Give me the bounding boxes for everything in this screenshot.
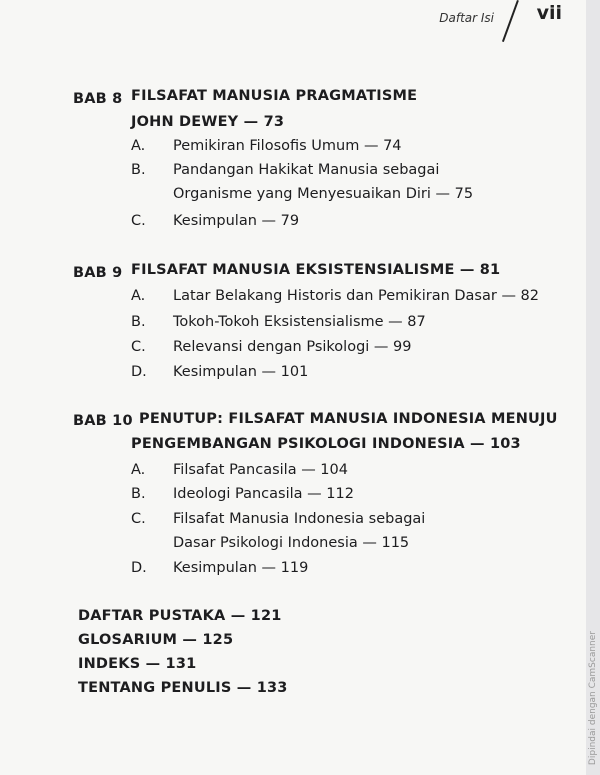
toc-chapter-10-heading[interactable] <box>73 412 133 430</box>
toc-backmatter-glosarium[interactable]: GLOSARIUM — 125 <box>78 632 234 648</box>
toc-backmatter-indeks[interactable]: INDEKS — 131 <box>78 656 197 672</box>
toc-entry-10c-cont[interactable]: Dasar Psikologi Indonesia — 115 <box>173 535 410 551</box>
chapter-label: BAB 9 <box>73 265 123 281</box>
page-header <box>0 0 586 40</box>
toc-chapter-8-title-line2[interactable]: JOHN DEWEY — 73 <box>131 114 285 130</box>
scanner-watermark: Dipindai dengan CamScanner <box>588 630 598 765</box>
page-number: vii <box>536 2 562 24</box>
chapter-label: BAB 8 <box>73 91 123 107</box>
toc-chapter-9-title[interactable]: FILSAFAT MANUSIA EKSISTENSIALISME — 81 <box>131 262 501 278</box>
toc-backmatter-tentang-penulis[interactable]: TENTANG PENULIS — 133 <box>78 680 288 696</box>
header-divider-slash <box>502 0 518 42</box>
toc-chapter-10-title-line1[interactable]: PENUTUP: FILSAFAT MANUSIA INDONESIA MENUJU <box>139 411 558 427</box>
toc-chapter-8-title-line1[interactable]: FILSAFAT MANUSIA PRAGMATISME <box>131 88 418 104</box>
toc-chapter-10-title-line2[interactable]: PENGEMBANGAN PSIKOLOGI INDONESIA — 103 <box>131 436 521 452</box>
toc-backmatter-daftar-pustaka[interactable]: DAFTAR PUSTAKA — 121 <box>78 608 282 624</box>
toc-chapter-8-heading[interactable] <box>73 90 122 108</box>
toc-entry-8b-cont[interactable]: Organisme yang Menyesuaikan Diri — 75 <box>173 186 474 202</box>
book-page: Daftar Isi vii BAB 8 FILSAFAT MANUSIA PRAGMATISME JOHN DEWEY — 73 A. Pemikiran Filosofis Umum — 74 B. Pandangan Hakikat Manusia sebagai Organisme yang Menyesuaikan Diri — 75 C. Kesimpulan — 79 BAB 9 FILSAFAT MANUSIA EKSISTENSIALISME — 81 A. Latar Belakang Historis dan Pemikiran Dasar — 82 B. Tokoh-Tokoh Eksistensialisme — 87 C. Relevansi dengan Psikologi — 99 D. Kesimpulan — 101 BAB 10 PENUTUP: FILSAFAT MANUSIA INDONESIA MENUJU PENGEMBANGAN PSIKOLOGI INDONESIA — 103 A. Filsafat Pancasila — 104 B. Ideologi Pancasila — 112 C. Filsafat Manusia Indonesia sebagai Dasar Psikologi Indonesia — 115 D. Kesimpulan — 119 DAFTAR PUSTAKA — 121 GLOSARIUM — 125 INDEKS — 131 TENTANG PENULIS — 133 <box>0 0 586 775</box>
toc-chapter-9-heading[interactable] <box>73 264 122 282</box>
running-title: Daftar Isi <box>439 11 494 25</box>
chapter-label: BAB 10 <box>73 413 133 429</box>
